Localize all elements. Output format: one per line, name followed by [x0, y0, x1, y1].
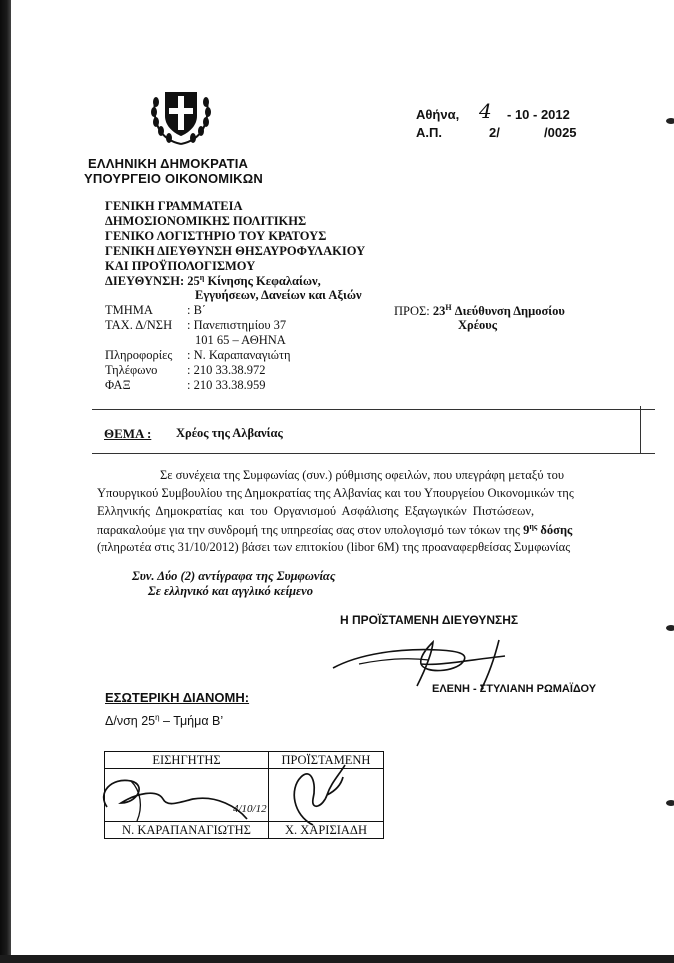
distribution-heading: ΕΣΩΤΕΡΙΚΗ ΔΙΑΝΟΜΗ: — [105, 690, 250, 705]
scan-left-edge — [0, 0, 11, 963]
sender-line-3: ΓΕΝΙΚΟ ΛΟΓΙΣΤΗΡΙΟ ΤΟΥ ΚΡΑΤΟΥΣ — [105, 229, 327, 243]
enclosure-line-1: Συν. Δύο (2) αντίγραφα της Συμφωνίας — [132, 569, 336, 583]
recipient-sup: Η — [445, 303, 452, 312]
contact-label-fax: ΦΑΞ — [105, 378, 131, 392]
handwritten-day: 4 — [479, 99, 492, 123]
distribution-text: Δ/νση 25 — [105, 714, 156, 729]
coat-of-arms-emblem — [147, 86, 215, 148]
separator-edge — [640, 406, 641, 453]
subject-label: ΘΕΜΑ : — [104, 426, 152, 441]
directorate-label: ΔΙΕΥΘΥΝΣΗ: — [105, 274, 185, 289]
directorate-sup: η — [199, 273, 205, 282]
recipient-line — [394, 303, 565, 319]
enclosure-line-2: Σε ελληνικό και αγγλικό κείμενο — [148, 584, 313, 598]
contact-label-info: Πληροφορίες — [105, 348, 173, 362]
ref-number: 2/ — [489, 125, 500, 140]
sender-line-5: ΚΑΙ ΠΡΟΫΠΟΛΟΓΙΣΜΟΥ — [105, 259, 256, 273]
body-line-3: Ελληνικής Δημοκρατίας και του Οργανισμού Ασφάλισης Εξαγωγικών Πιστώσεων, — [97, 504, 535, 518]
document-page — [11, 0, 674, 955]
rapporteur-signature-scribble — [97, 763, 272, 829]
sender-line-4: ΓΕΝΙΚΗ ΔΙΕΥΘΥΝΣΗ ΘΗΣΑΥΡΟΦΥΛΑΚΙΟΥ — [105, 244, 366, 258]
punch-hole-mark — [666, 800, 674, 806]
contact-value-postcode: 101 65 – ΑΘΗΝΑ — [195, 333, 286, 347]
distribution-sup: η — [155, 713, 160, 722]
contact-value-phone: : 210 33.38.972 — [187, 363, 266, 377]
sender-line-1: ΓΕΝΙΚΗ ΓΡΑΜΜΑΤΕΙΑ — [105, 199, 243, 213]
subject-text: Χρέος της Αλβανίας — [176, 426, 283, 440]
body-line-4-text: παρακαλούμε για την συνδρομή της υπηρεσίας σας στον υπολογισμό των τόκων της — [97, 523, 520, 538]
contact-label-address: ΤΑΧ. Δ/ΝΣΗ — [105, 318, 173, 332]
ref-suffix: /0025 — [544, 125, 577, 140]
separator-top — [92, 409, 655, 410]
body-line-1: Σε συνέχεια της Συμφωνίας (συν.) ρύθμισης οφειλών, που υπεγράφη μεταξύ του — [160, 468, 565, 482]
distribution-line — [105, 713, 223, 728]
separator-bottom — [92, 453, 655, 454]
scan-bottom-edge — [0, 955, 674, 963]
handwritten-date: 4/10/12 — [233, 803, 267, 815]
rapporteur-header: ΕΙΣΗΓΗΤΗΣ — [105, 752, 269, 769]
directorate-name: Κίνησης Κεφαλαίων, — [207, 274, 321, 289]
body-line-5: (πληρωτέα στις 31/10/2012) βάσει των επιτοκίου (libor 6M) της προαναφερθείσας Συμφωνίας — [97, 540, 571, 554]
contact-value-address: : Πανεπιστημίου 37 — [187, 318, 287, 332]
head-signature-scribble — [283, 755, 363, 831]
ministry-title: ΥΠΟΥΡΓΕΙΟ ΟΙΚΟΝΟΜΙΚΩΝ — [84, 171, 263, 186]
directorate-line — [105, 273, 321, 289]
contact-label-phone: Τηλέφωνο — [105, 363, 158, 377]
recipient-number: 23 — [432, 304, 446, 319]
republic-title: ΕΛΛΗΝΙΚΗ ΔΗΜΟΚΡΑΤΙΑ — [88, 156, 249, 171]
head-name: Χ. ΧΑΡΙΣΙΑΔΗ — [269, 822, 384, 839]
date-rest: - 10 - 2012 — [507, 107, 570, 122]
recipient-label: ΠΡΟΣ: — [394, 304, 430, 319]
directorate-name-2: Εγγυήσεων, Δανείων και Αξιών — [195, 288, 362, 302]
signatory-title: Η ΠΡΟΪΣΤΑΜΕΝΗ ΔΙΕΥΘΥΝΣΗΣ — [340, 613, 519, 627]
body-line-4 — [97, 522, 572, 538]
head-header: ΠΡΟΪΣΤΑΜΕΝΗ — [269, 752, 384, 769]
approval-table — [104, 751, 384, 839]
city-label: Αθήνα, — [416, 107, 460, 122]
directorate-number: 25 — [187, 274, 200, 289]
contact-value-info: : Ν. Καραπαναγιώτη — [187, 348, 291, 362]
body-line-4-sup: ης — [529, 522, 538, 531]
rapporteur-signature-cell — [105, 769, 269, 822]
rapporteur-name: Ν. ΚΑΡΑΠΑΝΑΓΙΩΤΗΣ — [105, 822, 269, 839]
head-signature-cell — [269, 769, 384, 822]
body-line-4-num: 9 — [523, 523, 530, 538]
body-line-2: Υπουργικού Συμβουλίου της Δημοκρατίας της Αλβανίας και του Υπουργείου Οικονομικών της — [97, 486, 574, 500]
recipient-name: Διεύθυνση Δημοσίου — [454, 304, 565, 319]
contact-label-department: ΤΜΗΜΑ — [105, 303, 153, 317]
contact-value-fax: : 210 33.38.959 — [187, 378, 266, 392]
recipient-name-2: Χρέους — [458, 318, 498, 332]
body-line-4-bold: δόσης — [540, 523, 573, 538]
distribution-rest: – Τμήμα Β’ — [159, 714, 224, 729]
sender-line-2: ΔΗΜΟΣΙΟΝΟΜΙΚΗΣ ΠΟΛΙΤΙΚΗΣ — [105, 214, 307, 228]
punch-hole-mark — [666, 118, 674, 124]
punch-hole-mark — [666, 625, 674, 631]
contact-value-department: : Β΄ — [187, 303, 207, 317]
signatory-name: ΕΛΕΝΗ - ΣΤΥΛΙΑΝΗ ΡΩΜΑΪΔΟΥ — [432, 683, 597, 695]
ref-label: Α.Π. — [416, 125, 442, 140]
